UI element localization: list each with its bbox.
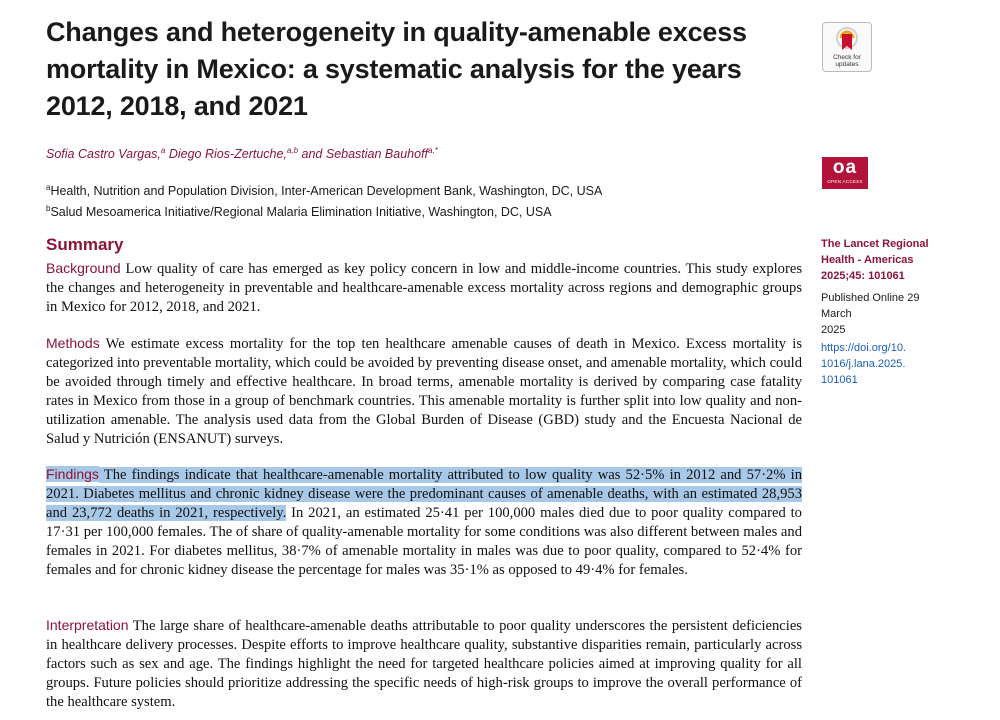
findings-label: Findings: [46, 466, 99, 482]
findings-text: In 2021, an estimated 25·41 per 100,000 males died due to poor quality compared to 17·31 per 100,000 females. The of share of quality-amenable mortality for some conditions was also different between males and females in 2021. For diabetes mellitus, 38·7% of amenable mortality in males was due to poor quality, compared to 52·4% for females and for chronic kidney disease the percentage for males was 35·1% as opposed to 49·4% for females.: [46, 505, 802, 578]
article-sidebar: [821, 236, 941, 388]
background-paragraph: [46, 259, 802, 317]
background-label: Background: [46, 260, 121, 276]
affiliation-sup: a: [46, 183, 51, 192]
affiliations: [46, 179, 602, 221]
journal-citation[interactable]: [821, 236, 941, 284]
publication-date: [821, 290, 941, 338]
affiliation-text: Salud Mesoamerica Initiative/Regional Malaria Elimination Initiative, Washington, DC, USA: [50, 205, 552, 220]
author-name[interactable]: and Sebastian Bauhoff: [301, 147, 429, 162]
methods-paragraph: [46, 334, 802, 449]
methods-label: Methods: [46, 335, 100, 351]
doi-line: 1016/j.lana.2025.: [821, 358, 906, 370]
journal-line: 2025;45: 101061: [821, 270, 905, 282]
interpretation-paragraph: [46, 616, 802, 712]
journal-line: The Lancet Regional: [821, 238, 929, 250]
author-list: [46, 146, 438, 161]
doi-link[interactable]: [821, 340, 941, 388]
published-line: 2025: [821, 324, 846, 336]
check-for-updates-badge[interactable]: [822, 22, 872, 72]
journal-line: Health - Americas: [821, 254, 914, 266]
author-name[interactable]: Diego Rios-Zertuche,: [168, 147, 287, 162]
bookmark-icon: [836, 27, 858, 53]
article-title: Changes and heterogeneity in quality-amenable excess mortality in Mexico: a systematic analysis for the years 2012, 2018, and 2021: [46, 17, 747, 121]
author-affil-sup: a: [160, 146, 166, 155]
summary-heading: Summary: [46, 235, 124, 254]
author-name[interactable]: Sofia Castro Vargas,: [46, 147, 161, 162]
check-for-updates-label: Check for updates: [833, 54, 861, 68]
methods-text: We estimate excess mortality for the top ten healthcare amenable causes of death in Mexico. Excess mortality is categorized into preventable mortality, which could be avoided by preventing disease onset, and amenable mortality, which could be avoided through timely and effective healthcare. In broad terms, amenable mortality is derived by comparing case fatality rates in Mexico from those in a group of benchmark countries. This amenable mortality is further split into low quality and non-utilization amenable. The analysis used data from the Global Burden of Disease (GBD) study and the Encuesta Nacional de Salud y Nutrición (ENSANUT) surveys.: [46, 336, 802, 447]
interpretation-label: Interpretation: [46, 617, 129, 633]
doi-line: https://doi.org/10.: [821, 342, 906, 354]
interpretation-text: The large share of healthcare-amenable deaths attributable to poor quality underscores the persistent deficiencies in healthcare delivery processes. Despite efforts to improve healthcare quality, substantive disparities remain, particularly across factors such as sex and age. The findings highlight the need for targeted healthcare policies aimed at improving quality for all groups. Future policies should prioritize addressing the specific needs of high-risk groups to improve the overall performance of the healthcare system.: [46, 618, 802, 710]
affiliation-line: [46, 179, 602, 200]
published-line: Published Online 29 March: [821, 292, 920, 320]
affiliation-line: [46, 200, 602, 221]
oa-subtitle: OPEN ACCESS: [827, 179, 863, 184]
findings-paragraph: [46, 465, 802, 580]
oa-logo-text: oa: [832, 157, 858, 178]
author-affil-sup: a,*: [428, 146, 438, 155]
findings-highlighted-text[interactable]: The findings indicate that healthcare-amenable mortality attributed to low quality was 52·5% in 2012 and 57·2% in 2021. Diabetes mellitus and chronic kidney disease were the predominant causes of amenable deaths, with an estimated 28,953 and 23,772 deaths in 2021, respectively.: [46, 467, 802, 521]
open-access-badge: [822, 157, 868, 189]
author-affil-sup: a,b: [286, 146, 299, 155]
background-text: Low quality of care has emerged as key policy concern in low and middle-income countries. This study explores the changes and heterogeneity in preventable and healthcare-amenable excess mortality across regions and demographic groups in Mexico for 2012, 2018, and 2021.: [46, 261, 802, 315]
affiliation-text: Health, Nutrition and Population Division, Inter-American Development Bank, Washington, DC, USA: [50, 184, 603, 199]
doi-line: 101061: [821, 374, 858, 386]
affiliation-sup: b: [46, 204, 51, 214]
